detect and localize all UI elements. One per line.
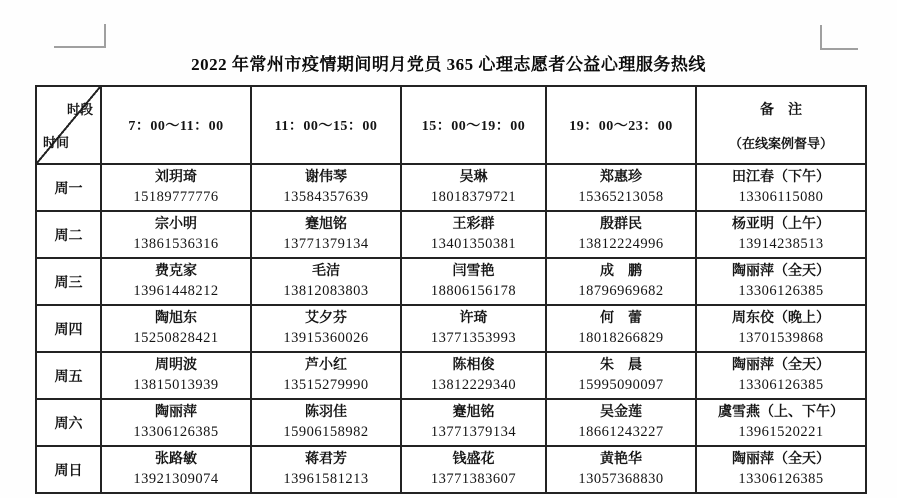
volunteer-phone: 13812229340 [430, 377, 517, 393]
volunteer-cell [101, 352, 251, 399]
volunteer-phone: 13921309074 [133, 471, 219, 487]
volunteer-name: 陶丽萍（全天） [732, 264, 830, 279]
remark-cell [696, 446, 866, 493]
volunteer-name: 殷群民 [600, 217, 642, 232]
volunteer-cell [101, 305, 251, 352]
remark-cell [696, 399, 866, 446]
volunteer-phone: 13057368830 [578, 471, 664, 487]
volunteer-cell [401, 305, 546, 352]
volunteer-name: 陶丽萍 [155, 405, 197, 420]
remark-cell [696, 211, 866, 258]
volunteer-phone: 18018266829 [578, 330, 664, 346]
column-header-timeslot-2: 11：00～15：00 [251, 86, 401, 164]
volunteer-name: 许琦 [459, 311, 488, 326]
volunteer-cell [101, 258, 251, 305]
volunteer-phone: 15189777776 [133, 189, 219, 205]
volunteer-phone: 13815013939 [133, 377, 219, 393]
volunteer-phone: 13771353993 [430, 330, 517, 346]
volunteer-phone: 13771383607 [430, 471, 517, 487]
volunteer-cell [546, 399, 696, 446]
volunteer-name: 郑惠珍 [600, 170, 642, 185]
volunteer-cell [101, 399, 251, 446]
table-row [36, 399, 866, 446]
volunteer-cell [101, 164, 251, 211]
volunteer-name: 黄艳华 [600, 452, 642, 467]
volunteer-name: 王彩群 [452, 217, 495, 232]
remark-header-subtitle: （在线案例督导） [728, 135, 833, 151]
volunteer-phone: 18661243227 [578, 424, 664, 440]
volunteer-name: 虞雪燕（上、下午） [718, 405, 844, 420]
volunteer-phone: 13306115080 [738, 189, 824, 205]
column-header-timeslot-1: 7：00～11：00 [101, 86, 251, 164]
volunteer-name: 刘玥琦 [155, 170, 197, 185]
volunteer-phone: 18806156178 [430, 283, 517, 299]
volunteer-phone: 13306126385 [738, 283, 824, 299]
remark-cell [696, 164, 866, 211]
volunteer-phone: 13306126385 [133, 424, 219, 440]
volunteer-phone: 13961448212 [133, 283, 219, 299]
column-header-timeslot-4: 19：00～23：00 [546, 86, 696, 164]
volunteer-phone: 15365213058 [578, 189, 664, 205]
corner-header-cell [36, 86, 101, 164]
volunteer-cell [251, 258, 401, 305]
header-row [36, 86, 866, 164]
day-label: 周五 [36, 352, 101, 399]
volunteer-phone: 13515279990 [283, 377, 369, 393]
volunteer-name: 张路敏 [155, 452, 197, 467]
volunteer-cell [401, 352, 546, 399]
remark-header-title: 备 注 [760, 102, 802, 118]
volunteer-name: 杨亚明（上午） [732, 217, 830, 232]
volunteer-cell [251, 164, 401, 211]
remark-cell [696, 305, 866, 352]
table-row [36, 305, 866, 352]
volunteer-phone: 15250828421 [133, 330, 219, 346]
remark-cell [696, 258, 866, 305]
volunteer-phone: 15906158982 [283, 424, 369, 440]
volunteer-name: 周明波 [155, 358, 197, 373]
day-label: 周六 [36, 399, 101, 446]
volunteer-phone: 13861536316 [133, 236, 219, 252]
volunteer-phone: 13961520221 [738, 424, 824, 440]
volunteer-cell [101, 446, 251, 493]
volunteer-name: 吴金莲 [600, 405, 642, 420]
volunteer-phone: 13812083803 [283, 283, 369, 299]
volunteer-cell [251, 305, 401, 352]
table-row [36, 211, 866, 258]
volunteer-cell [546, 446, 696, 493]
day-label: 周三 [36, 258, 101, 305]
volunteer-cell [546, 305, 696, 352]
volunteer-name: 陈相俊 [452, 358, 495, 373]
page-title: 2022 年常州市疫情期间明月党员 365 心理志愿者公益心理服务热线 [191, 55, 706, 74]
day-label: 周四 [36, 305, 101, 352]
volunteer-phone: 13914238513 [738, 236, 824, 252]
volunteer-name: 陈羽佳 [305, 405, 347, 420]
day-label: 周日 [36, 446, 101, 493]
volunteer-name: 何 蕾 [600, 311, 642, 326]
volunteer-cell [546, 211, 696, 258]
volunteer-phone: 13306126385 [738, 471, 824, 487]
volunteer-name: 闫雪艳 [452, 264, 495, 279]
volunteer-cell [251, 446, 401, 493]
column-header-remark [696, 86, 866, 164]
day-label: 周一 [36, 164, 101, 211]
volunteer-phone: 18018379721 [430, 189, 517, 205]
volunteer-name: 周东佼（晚上） [732, 311, 830, 326]
volunteer-name: 宗小明 [155, 217, 197, 232]
volunteer-name: 朱 晨 [600, 358, 642, 373]
volunteer-name: 蒋君芳 [305, 452, 347, 467]
volunteer-cell [401, 258, 546, 305]
table-row [36, 446, 866, 493]
volunteer-name: 陶旭东 [155, 311, 197, 326]
volunteer-name: 毛洁 [312, 264, 340, 279]
volunteer-name: 吴琳 [459, 170, 488, 185]
volunteer-name: 田江春（下午） [732, 170, 830, 185]
volunteer-cell [546, 164, 696, 211]
volunteer-phone: 13701539868 [738, 330, 824, 346]
volunteer-name: 成 鹏 [600, 264, 642, 279]
volunteer-cell [251, 211, 401, 258]
volunteer-name: 芦小红 [305, 358, 347, 373]
volunteer-cell [101, 211, 251, 258]
volunteer-cell [546, 258, 696, 305]
volunteer-cell [401, 399, 546, 446]
volunteer-cell [401, 164, 546, 211]
day-label: 周二 [36, 211, 101, 258]
volunteer-name: 蹇旭铭 [452, 405, 495, 420]
volunteer-cell [401, 446, 546, 493]
volunteer-cell [546, 352, 696, 399]
schedule-body [36, 164, 866, 493]
corner-crop-mark-left [54, 24, 106, 48]
volunteer-phone: 13771379134 [430, 424, 517, 440]
volunteer-cell [251, 352, 401, 399]
volunteer-name: 陶丽萍（全天） [732, 358, 830, 373]
volunteer-name: 蹇旭铭 [305, 217, 347, 232]
volunteer-phone: 13584357639 [283, 189, 369, 205]
remark-cell [696, 352, 866, 399]
volunteer-name: 陶丽萍（全天） [732, 452, 830, 467]
column-header-timeslot-3: 15：00～19：00 [401, 86, 546, 164]
volunteer-name: 谢伟琴 [305, 170, 347, 185]
volunteer-name: 艾夕芬 [305, 311, 347, 326]
volunteer-phone: 13915360026 [283, 330, 369, 346]
volunteer-phone: 15995090097 [578, 377, 664, 393]
table-row [36, 164, 866, 211]
volunteer-phone: 13812224996 [578, 236, 664, 252]
table-row [36, 258, 866, 305]
volunteer-phone: 13401350381 [430, 236, 517, 252]
volunteer-name: 费克家 [155, 264, 197, 279]
volunteer-phone: 13961581213 [283, 471, 369, 487]
volunteer-phone: 13306126385 [738, 377, 824, 393]
table-row [36, 352, 866, 399]
volunteer-name: 钱盛花 [452, 452, 495, 467]
corner-label-timeslot: 时段 [66, 102, 93, 117]
volunteer-phone: 13771379134 [283, 236, 369, 252]
corner-crop-mark-right [820, 25, 858, 50]
volunteer-phone: 18796969682 [578, 283, 664, 299]
corner-label-day: 时间 [43, 135, 70, 150]
volunteer-cell [401, 211, 546, 258]
volunteer-cell [251, 399, 401, 446]
hotline-schedule-table [35, 85, 867, 494]
